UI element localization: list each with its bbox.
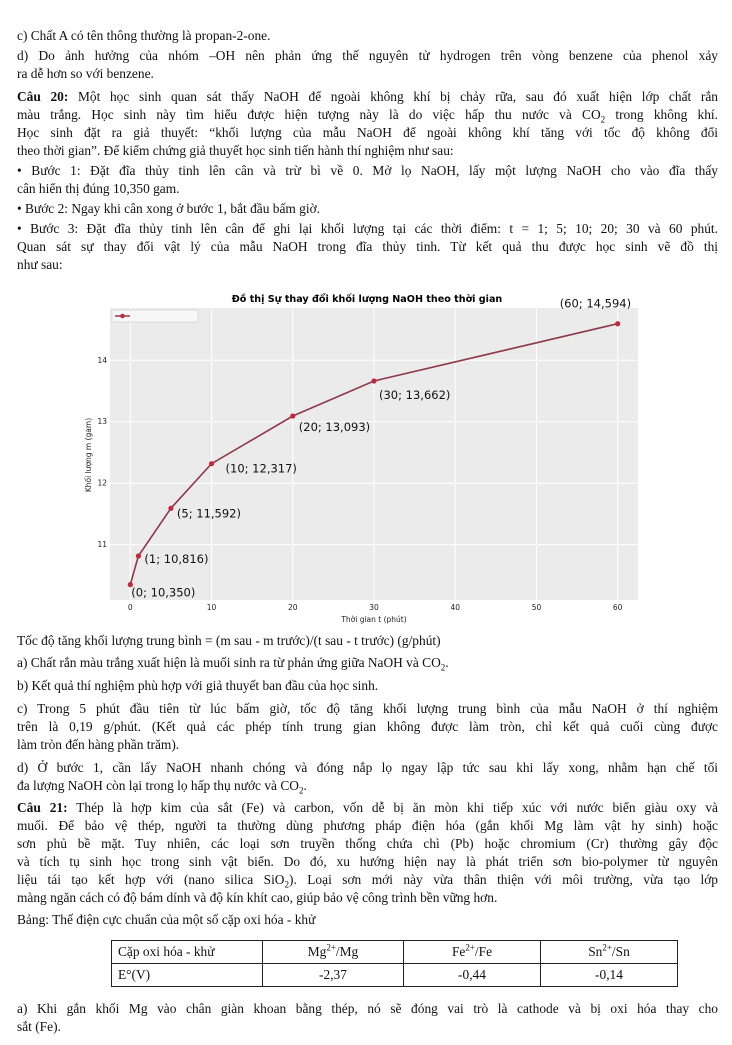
table-row — [112, 964, 678, 987]
x-tick-label: 20 — [287, 603, 298, 612]
question-20-intro: Câu 20: Một học sinh quan sát thấy NaOH để ngoài không khí bị chảy rữa, sau đó xuất hiện lớp chất rắn — [17, 89, 718, 104]
question-21-intro: Câu 21: Thép là hợp kim của sắt (Fe) và carbon, vốn dễ bị ăn mòn khi tiếp xúc với nước biển giàu oxy và — [17, 800, 718, 815]
y-tick-label: 12 — [97, 478, 107, 488]
text-line: cân hiển thị đúng 10,350 gam. — [17, 181, 180, 196]
text-line: Quan sát sự thay đổi vật lý của mẫu NaOH trong đĩa thủy tinh. Từ kết quả thu được học sinh vẽ đồ thị — [17, 239, 718, 254]
text-line: đa lượng NaOH còn lại trong lọ hấp thụ nước và $CO_2$. — [17, 778, 307, 796]
table-cell: -0,44 — [404, 964, 541, 987]
text-line: làm tròn đến hàng phần trăm). — [17, 737, 180, 752]
text-line: sơn phủ bề mặt. Tuy nhiên, các loại sơn truyền thống chứa chì (Pb) hoặc chromium (Cr) thường gây độc — [17, 836, 718, 851]
text-line: ra dễ hơn so với benzene. — [17, 66, 154, 81]
mass-time-chart — [82, 290, 652, 624]
step-2: • Bước 2: Ngay khi cân xong ở bước 1, bắt đầu bấm giờ. — [17, 201, 321, 216]
x-tick-label: 50 — [531, 603, 542, 612]
data-label: (60; 14,594) — [559, 296, 632, 311]
x-tick-label: 60 — [612, 603, 623, 612]
text-line: màng ngăn cách có độ bám dính và độ kín khít cao, giúp bảo vệ công trình bền vững hơn. — [17, 890, 498, 905]
x-tick-label: 40 — [450, 603, 461, 612]
table-header-row — [112, 941, 678, 964]
table-cell: $Sn^{2+}/Sn$ — [541, 941, 678, 964]
x-ticks — [128, 603, 623, 612]
text-line: c) Chất A có tên thông thường là propan-2-one. — [17, 28, 271, 43]
data-label: (10; 12,317) — [225, 461, 297, 476]
data-point — [136, 553, 141, 558]
table-cell: $Fe^{2+}/Fe$ — [404, 941, 541, 964]
data-point — [168, 506, 173, 511]
text-line: liệu tái tạo kết hợp với (nano silica SiO$_2$). Loại sơn mới này vừa thân thiện với môi trường, vừa tạo lớp — [17, 872, 718, 890]
data-label: (5; 11,592) — [176, 506, 241, 521]
y-tick-label: 11 — [97, 540, 107, 550]
statement-21a: a) Khi gắn khối Mg vào chân giàn khoan bằng thép, nó sẽ đóng vai trò là cathode và bị oxi hóa thay cho — [17, 1001, 718, 1016]
data-point — [209, 461, 214, 466]
table-cell: $Mg^{2+}/Mg$ — [263, 941, 404, 964]
table-cell: -2,37 — [263, 964, 404, 987]
statement-c: c) Trong 5 phút đầu tiên từ lúc bấm giờ, tốc độ tăng khối lượng trung bình của mẫu NaOH ở thí nghiệm — [17, 701, 718, 716]
x-axis-label: Thời gian t (phút) — [341, 615, 407, 624]
legend — [112, 310, 198, 322]
question-20-label: Câu 20: — [17, 89, 69, 104]
statement-b: b) Kết quả thí nghiệm phù hợp với giả thuyết ban đầu của học sinh. — [17, 678, 379, 693]
text-line: Tốc độ tăng khối lượng trung bình = (m sau - m trước)/(t sau - t trước) (g/phút) — [17, 633, 441, 648]
electrode-potential-table — [111, 940, 678, 987]
data-point — [615, 321, 620, 326]
table-cell: -0,14 — [541, 964, 678, 987]
table-cell: E°(V) — [112, 964, 263, 987]
statement-d: d) Ở bước 1, cần lấy NaOH nhanh chóng và đóng nắp lọ ngay lập tức sau khi lấy xong, nhằm hạn chế tối — [17, 760, 718, 775]
text-line: màu trắng. Học sinh này tìm hiểu được hiện tượng này là do việc hấp thu nước và $CO_2$ trong không khí. — [17, 107, 718, 125]
question-21-label: Câu 21: — [17, 800, 68, 815]
text-line: và tích tụ sinh học trong sinh vật biển. Do đó, xu hướng hiện nay là phát triển sơn bio-polymer từ nguyên — [17, 854, 718, 869]
data-label: (1; 10,816) — [144, 551, 209, 566]
y-axis-label: Khối lượng m (gam) — [84, 417, 93, 493]
text-line: trên là 0,19 g/phút. (Kết quả các phép tính trung gian không được làm tròn, chỉ kết quả cuối cùng được — [17, 719, 718, 734]
y-tick-label: 14 — [97, 355, 107, 365]
text-line: sắt (Fe). — [17, 1019, 61, 1034]
table-caption: Bảng: Thế điện cực chuẩn của một số cặp oxi hóa - khử — [17, 912, 316, 927]
step-1: • Bước 1: Đặt đĩa thủy tinh lên cân và trừ bì về 0. Mở lọ NaOH, lấy một lượng NaOH cho vào đĩa thấy — [17, 163, 718, 178]
text-line: d) Do ảnh hưởng của nhóm –OH nên phản ứng thế nguyên tử hydrogen trên vòng benzene của phenol xảy — [17, 48, 718, 63]
text-line: muối. Để bảo vệ thép, người ta thường dùng phương pháp điện hóa (gắn khối Mg làm vật hy sinh) hoặc — [17, 818, 718, 833]
data-label: (30; 13,662) — [379, 388, 451, 403]
y-ticks — [97, 356, 107, 549]
text-line: như sau: — [17, 257, 63, 272]
statement-a: a) Chất rắn màu trắng xuất hiện là muối sinh ra từ phản ứng giữa NaOH và $CO_2$. — [17, 655, 449, 673]
data-point — [290, 413, 295, 418]
x-tick-label: 0 — [127, 603, 133, 612]
y-tick-label: 13 — [97, 417, 107, 427]
text-line: theo thời gian”. Để kiểm chứng giả thuyết học sinh tiến hành thí nghiệm như sau: — [17, 143, 454, 158]
data-point — [371, 378, 376, 383]
step-3: • Bước 3: Đặt đĩa thủy tinh lên cân để ghi lại khối lượng tại các thời điểm: t = 1; 5; 10; 20; 30 và 60 phút. — [17, 221, 718, 236]
data-label: (20; 13,093) — [298, 420, 371, 435]
legend-marker — [120, 314, 125, 319]
chart-title: Đồ thị Sự thay đổi khối lượng NaOH theo thời gian — [231, 294, 503, 305]
x-tick-label: 30 — [369, 603, 379, 612]
data-label: (0; 10,350) — [131, 585, 196, 600]
text-line: Học sinh đặt ra giả thuyết: “khối lượng của mẫu NaOH để ngoài không khí tăng với tốc độ không đổi — [17, 125, 718, 140]
table-cell: Cặp oxi hóa - khử — [112, 941, 263, 964]
x-tick-label: 10 — [206, 603, 217, 612]
